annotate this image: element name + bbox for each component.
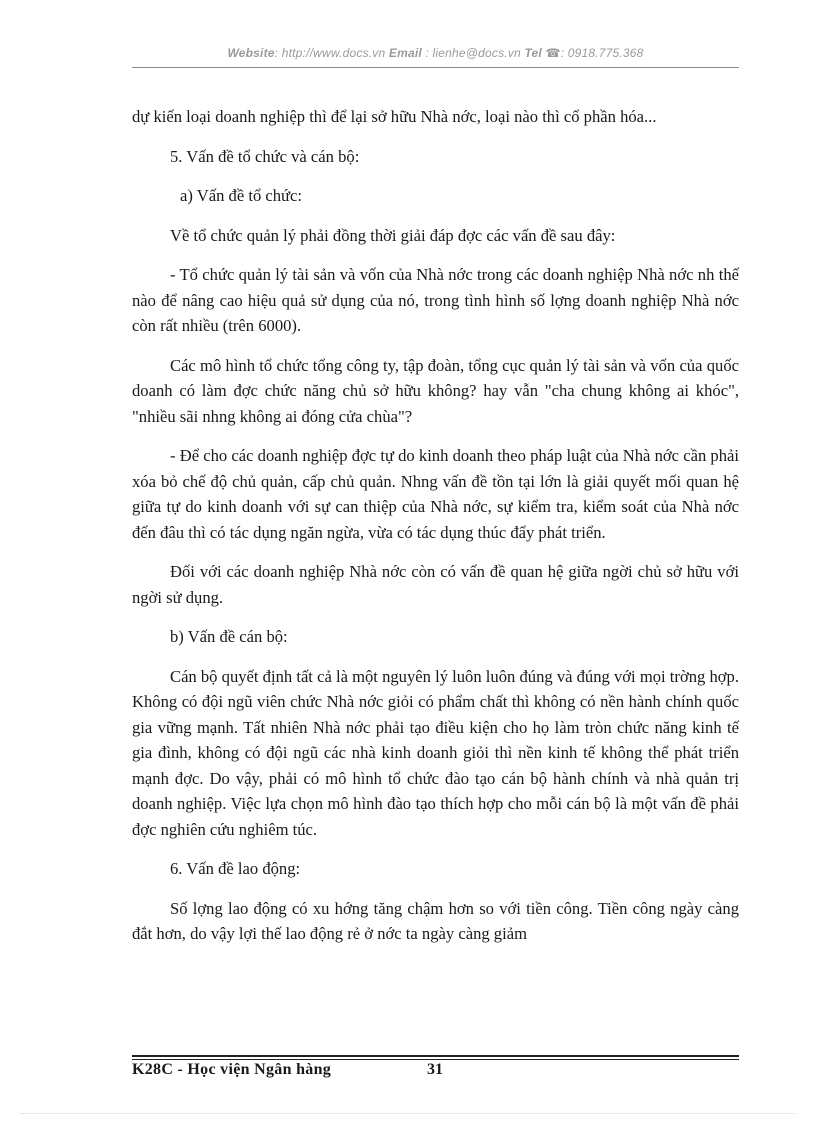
section-heading-6: 6. Vấn đề lao động: bbox=[170, 859, 301, 878]
subsection-heading-a: a) Vấn đề tổ chức: bbox=[180, 186, 303, 205]
paragraph: Đối với các doanh nghiệp Nhà nớc còn có vấn đề quan hệ giữa ngời chủ sở hữu với ngời sử dụng. bbox=[132, 562, 739, 607]
paragraph: Về tổ chức quản lý phải đồng thời giải đáp đợc các vấn đề sau đây: bbox=[170, 225, 616, 245]
page-header bbox=[132, 46, 739, 60]
page-number: 31 bbox=[427, 1061, 443, 1078]
tel-label: Tel bbox=[524, 46, 542, 60]
email-value: : lienhe@docs.vn bbox=[421, 46, 525, 60]
paragraph: Cán bộ quyết định tất cả là một nguyên lý luôn luôn đúng và đúng với mọi trờng hợp. Không có đội ngũ viên chức Nhà nớc giỏi có phẩm chất thì không có nền hành chính quốc gia vững mạnh. Tất nhiên Nhà nớc phải tạo điều kiện cho họ làm tròn chức năng kinh tế gia đình, không có đội ngũ các nhà kinh doanh giỏi thì nền kinh tế không thể phát triển mạnh đợc. Do vậy, phải có mô hình tổ chức đào tạo cán bộ hành chính và nhà quản trị doanh nghiệp. Việc lựa chọn mô hình đào tạo thích hợp cho mỗi cán bộ là một vấn đề phải đợc nghiên cứu nghiêm túc. bbox=[132, 666, 739, 839]
section-heading-5: 5. Vấn đề tổ chức và cán bộ: bbox=[170, 146, 360, 166]
header-rule bbox=[132, 67, 739, 68]
paragraph: - Để cho các doanh nghiệp đợc tự do kinh doanh theo pháp luật của Nhà nớc cần phải xóa bỏ chế độ chủ quản, cấp chủ quản. Nhng vấn đề tồn tại lớn là giải quyết mối quan hệ giữa tự do kinh doanh với sự can thiệp của Nhà nớc, sự kiểm tra, kiểm soát của Nhà nớc đến đâu thì có tác dụng ngăn ngừa, vừa có tác dụng thúc đẩy phát triển. bbox=[132, 446, 739, 542]
footer-rule-thin bbox=[132, 1059, 739, 1060]
email-label: Email bbox=[388, 46, 422, 60]
paragraph-continuation: dự kiến loại doanh nghiệp thì để lại sở hữu Nhà nớc, loại nào thì cổ phần hóa... bbox=[132, 107, 657, 126]
footer-institution: K28C - Học viện Ngân hàng bbox=[132, 1061, 332, 1078]
footer-rule-thick bbox=[132, 1055, 739, 1057]
tel-value: ☎: 0918.775.368 bbox=[541, 46, 644, 60]
paragraph: Số lợng lao động có xu hớng tăng chậm hơn so với tiền công. Tiền công ngày càng đắt hơn, do vậy lợi thế lao động rẻ ở nớc ta ngày càng giảm bbox=[132, 898, 739, 943]
website-label: Website bbox=[227, 46, 275, 60]
page-edge bbox=[20, 1113, 796, 1114]
document-body bbox=[132, 104, 739, 961]
subsection-heading-b: b) Vấn đề cán bộ: bbox=[170, 627, 288, 646]
paragraph: - Tổ chức quản lý tài sản và vốn của Nhà nớc trong các doanh nghiệp Nhà nớc nh thế nào để nâng cao hiệu quả sử dụng của nó, trong tình hình số lợng doanh nghiệp Nhà nớc còn rất nhiều (trên 6000). bbox=[132, 265, 739, 335]
website-value: : http://www.docs.vn bbox=[274, 46, 389, 60]
paragraph: Các mô hình tổ chức tổng công ty, tập đoàn, tổng cục quản lý tài sản và vốn của quốc doanh có làm đợc chức năng chủ sở hữu không? hay vẫn "cha chung không ai khóc", "nhiều sãi nhng không ai đóng cửa chùa"? bbox=[132, 355, 739, 426]
